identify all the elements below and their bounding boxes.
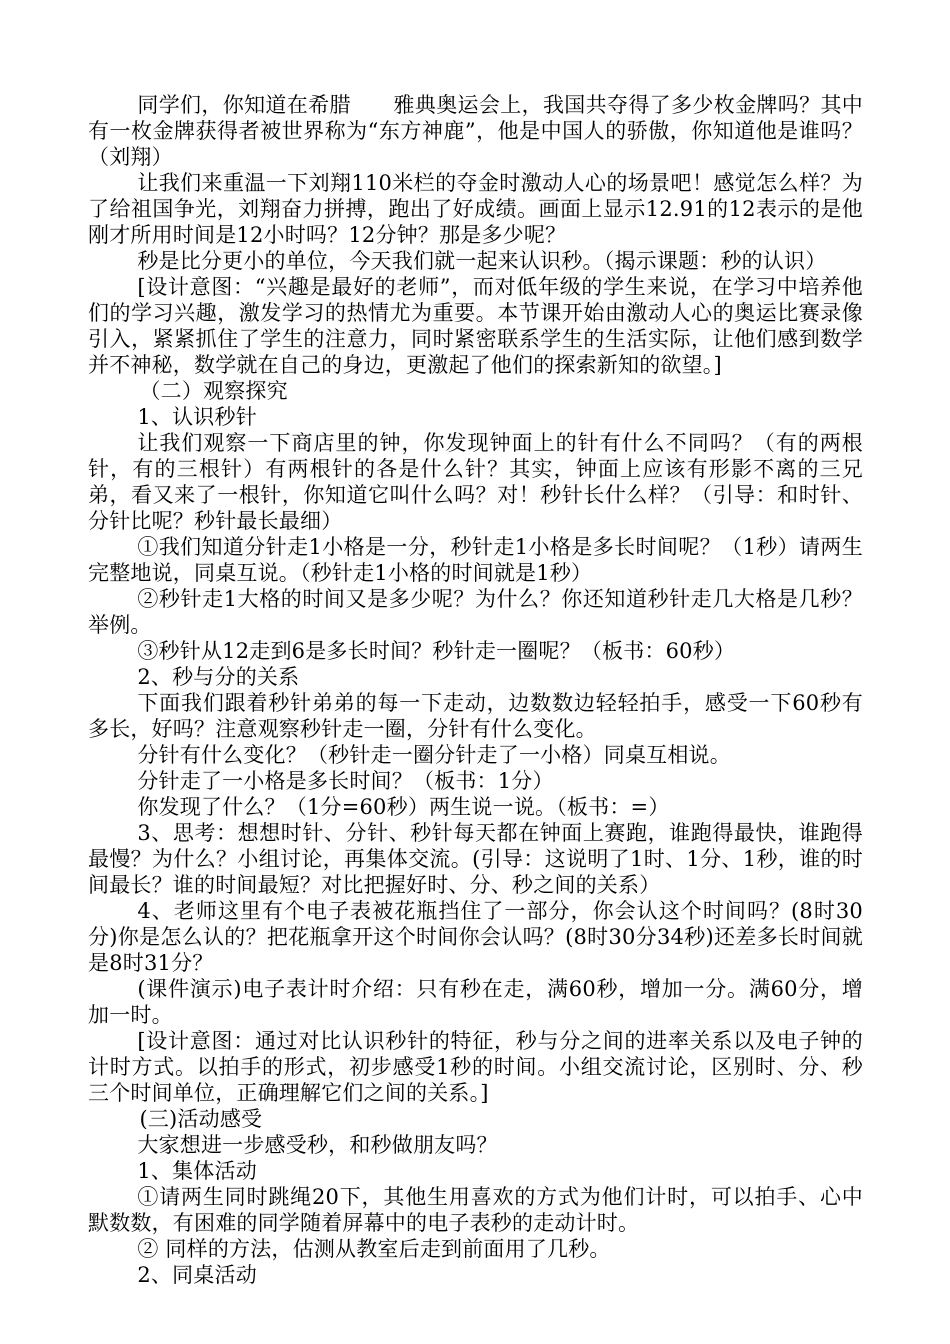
paragraph-topic-reveal: 秒是比分更小的单位，今天我们就一起来认识秒。（揭示课题：秒的认识） (137, 249, 827, 273)
paragraph-one-minute: 分针走了一小格是多长时间？（板书：1分） (137, 769, 554, 793)
paragraph-design-intent-2: [设计意图：通过对比认识秒针的特征，秒与分之间的进率关系以及电子钟的计时方式。以拍手的形式，初步感受1秒的时间。小组交流讨论，区别时、分、秒三个时间单位，正确理解它们之间的关系。] (88, 1029, 863, 1105)
paragraph-activity-intro: 大家想进一步感受秒，和秒做朋友吗？ (137, 1133, 498, 1157)
paragraph-intro-question: 同学们，你知道在希腊 雅典奥运会上，我国共夺得了多少枚金牌吗？其中有一枚金牌获得者被世界称为“东方神鹿”，他是中国人的骄傲，你知道他是谁吗？（刘翔） (88, 93, 863, 169)
paragraph-electronic-clock: 4、老师这里有个电子表被花瓶挡住了一部分，你会认这个时间吗？(8时30分)你是怎么认的？把花瓶拿开这个时间你会认吗？(8时30分34秒)还差多长时间就是8时31分？ (88, 899, 863, 975)
paragraph-minute-change: 分针有什么变化？（秒针走一圈分针走了一小格）同桌互相说。 (137, 743, 731, 767)
paragraph-clock-observation: 让我们观察一下商店里的钟，你发现钟面上的针有什么不同吗？（有的两根针，有的三根针）有两根针的各是什么针？其实，钟面上应该有形影不离的三兄弟，看又来了一根针，你知道它叫什么吗？对！秒针长什么样？（引导：和时针、分针比呢？秒针最长最细） (88, 431, 863, 533)
subheading-pair-activity: 2、同桌活动 (137, 1263, 257, 1287)
paragraph-courseware-demo: (课件演示)电子表计时介绍：只有秒在走，满60秒，增加一分。满60分，增加一时。 (88, 977, 863, 1027)
subheading-second-minute: 2、秒与分的关系 (137, 665, 300, 689)
document-body (88, 92, 863, 1288)
section-heading-observe: （二）观察探究 (139, 379, 288, 403)
subheading-group-activity: 1、集体活动 (137, 1159, 257, 1183)
section-heading-activity: (三)活动感受 (139, 1107, 263, 1131)
paragraph-design-intent-1: [设计意图：“兴趣是最好的老师”，而对低年级的学生来说，在学习中培养他们的学习兴趣，激发学习的热情尤为重要。本节课开始由激动人心的奥运比赛录像引入，紧紧抓住了学生的注意力，同时紧密联系学生的生活实际，让他们感到数学并不神秘，数学就在自己的身边，更激起了他们的探索新知的欲望。] (88, 275, 863, 377)
paragraph-step-1: ①我们知道分针走1小格是一分，秒针走1小格是多长时间呢？（1秒）请两生完整地说，同桌互说。（秒针走1小格的时间就是1秒） (88, 535, 863, 585)
paragraph-step-3: ③秒针从12走到6是多长时间？秒针走一圈呢？（板书：60秒） (137, 639, 736, 663)
subheading-second-hand: 1、认识秒针 (137, 405, 257, 429)
paragraph-discovery: 你发现了什么？（1分=60秒）两生说一说。（板书：=） (137, 795, 670, 819)
paragraph-liu-xiang-video: 让我们来重温一下刘翔110米栏的夺金时激动人心的场景吧！感觉怎么样？为了给祖国争光，刘翔奋力拼搏，跑出了好成绩。画面上显示12.91的12表示的是他刚才所用时间是12小时吗？12分钟？那是多少呢？ (88, 171, 863, 247)
paragraph-walk-estimate: ② 同样的方法，估测从教室后走到前面用了几秒。 (137, 1237, 611, 1261)
paragraph-rope-skipping: ①请两生同时跳绳20下，其他生用喜欢的方式为他们计时，可以拍手、心中默数数，有困难的同学随着屏幕中的电子表秒的走动计时。 (88, 1185, 863, 1235)
paragraph-step-2: ②秒针走1大格的时间又是多少呢？为什么？你还知道秒针走几大格是几秒？举例。 (88, 587, 863, 637)
paragraph-think-race: 3、思考：想想时针、分针、秒针每天都在钟面上赛跑，谁跑得最快，谁跑得最慢？为什么？小组讨论，再集体交流。(引导：这说明了1时、1分、1秒，谁的时间最长？谁的时间最短？对比把握好时、分、秒之间的关系） (88, 821, 863, 897)
paragraph-clap-activity: 下面我们跟着秒针弟弟的每一下走动，边数数边轻轻拍手，感受一下60秒有多长，好吗？注意观察秒针走一圈，分针有什么变化。 (88, 691, 863, 741)
